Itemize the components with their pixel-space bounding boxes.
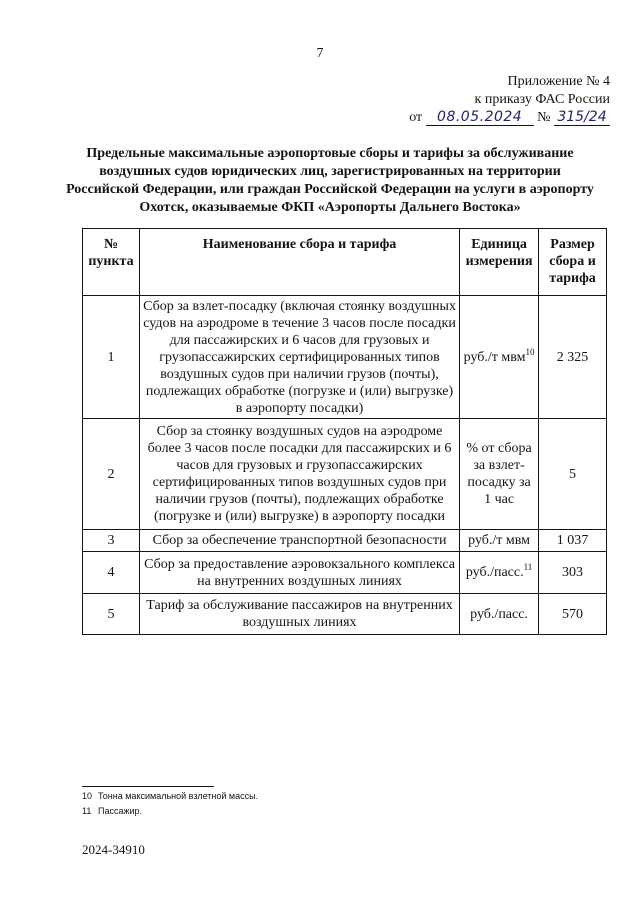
row-size: 2 325 (539, 296, 607, 419)
table-row (83, 296, 607, 419)
row-name: Сбор за взлет-посадку (включая стоянку воздушных судов на аэродроме в течение 3 часов после посадки для пассажирских и 6 часов для грузовых и грузопассажирских сертифицированных типов воздушных судов при наличии грузов (почты), подлежащих обработке (погрузке и (или) выгрузке) в аэропорту посадки) (139, 296, 459, 419)
row-size: 5 (539, 419, 607, 530)
footnote-text: Пассажир. (98, 806, 143, 816)
row-unit-text: руб./пасс. (465, 565, 524, 580)
row-unit (460, 530, 539, 552)
table-header-row (83, 229, 607, 296)
appendix-block (370, 73, 610, 127)
table-row (83, 594, 607, 635)
header-name: Наименование сбора и тарифа (139, 229, 459, 296)
footnote (82, 789, 258, 804)
handwritten-order-number: 315/24 (554, 109, 610, 126)
header-number: № пункта (83, 229, 140, 296)
row-unit (460, 594, 539, 635)
date-prefix: от (409, 110, 423, 125)
footnote-ref: 11 (523, 562, 533, 572)
row-number: 3 (83, 530, 140, 552)
appendix-order-ref: к приказу ФАС России (474, 92, 610, 107)
row-unit (460, 419, 539, 530)
row-unit-text: руб./т мвм (463, 349, 526, 365)
number-prefix: № (537, 110, 551, 125)
footnote (82, 804, 258, 819)
row-unit-text: % от сбора за взлет-посадку за 1 час (466, 441, 532, 507)
table-row (83, 552, 607, 594)
document-title: Предельные максимальные аэропортовые сборы и тарифы за обслуживание воздушных судов юридических лиц, зарегистрированных на территории Российской Федерации, или граждан Российской Федерации на услуги в аэропорту Охотск, оказываемые ФКП «Аэропорты Дальнего Востока» (66, 146, 594, 215)
footnotes (82, 789, 258, 819)
header-size: Размер сбора и тарифа (539, 229, 607, 296)
footnote-number: 11 (82, 806, 92, 816)
table-row (83, 530, 607, 552)
tariffs-table (82, 228, 607, 635)
row-size: 1 037 (539, 530, 607, 552)
row-number: 4 (83, 552, 140, 594)
row-unit-text: руб./пасс. (470, 606, 528, 622)
page-number: 7 (316, 46, 324, 61)
header-unit: Единица измерения (460, 229, 539, 296)
row-unit (460, 296, 539, 419)
row-name: Сбор за обеспечение транспортной безопасности (139, 530, 459, 552)
footnote-divider (82, 786, 214, 787)
document-id: 2024-34910 (82, 842, 145, 857)
appendix-order-line (370, 109, 610, 127)
table-row (83, 419, 607, 530)
row-number: 5 (83, 594, 140, 635)
row-number: 2 (83, 419, 140, 530)
row-unit (460, 552, 539, 594)
footnote-number: 10 (82, 791, 93, 801)
row-unit-text: руб./т мвм (468, 533, 530, 548)
row-name: Тариф за обслуживание пассажиров на внутренних воздушных линиях (139, 594, 459, 635)
row-number: 1 (83, 296, 140, 419)
row-name: Сбор за стоянку воздушных судов на аэродроме более 3 часов после посадки для пассажирских и 6 часов для грузовых и грузопассажирских сертифицированных типов воздушных судов при наличии грузов (почты), подлежащих обработке (погрузке и (или) выгрузке) в аэропорту посадки (139, 419, 459, 530)
handwritten-date: 08.05.2024 (426, 109, 534, 126)
row-name: Сбор за предоставление аэровокзального комплекса на внутренних воздушных линиях (139, 552, 459, 594)
footnote-text: Тонна максимальной взлетной массы. (98, 791, 259, 801)
footnote-ref: 10 (525, 346, 535, 357)
row-size: 303 (539, 552, 607, 594)
appendix-title: Приложение № 4 (507, 74, 610, 89)
row-size: 570 (539, 594, 607, 635)
